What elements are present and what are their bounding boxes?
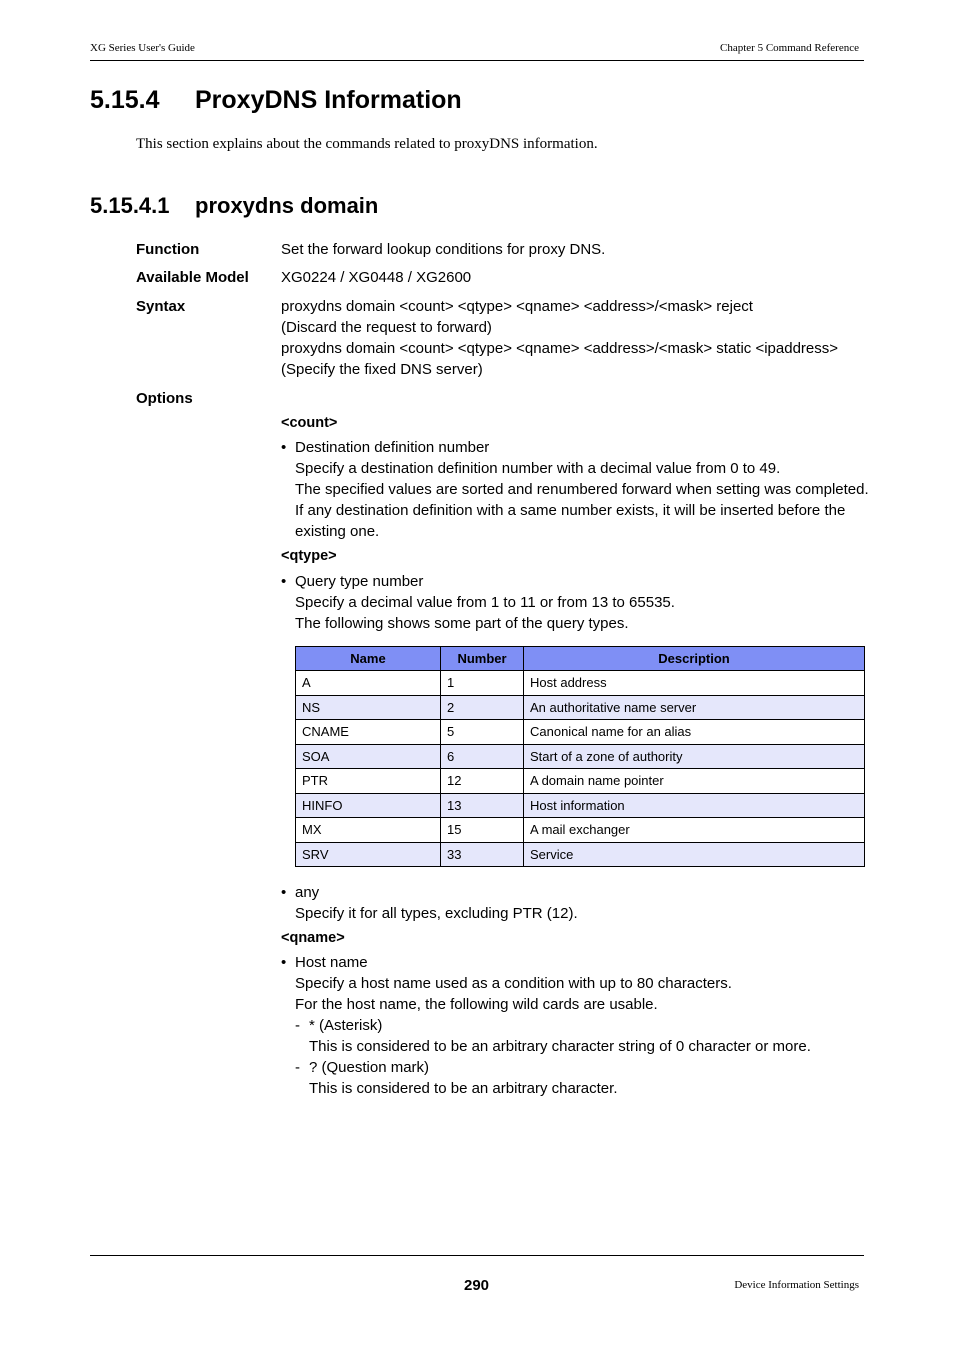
page-number: 290	[464, 1277, 490, 1294]
table-row	[296, 695, 865, 720]
table-cell-number: 5	[441, 720, 524, 745]
section-title: ProxyDNS Information	[195, 86, 462, 114]
bullet-icon: •	[281, 439, 287, 456]
wildcard-desc: This is considered to be an arbitrary character string of 0 character or more.	[309, 1038, 811, 1055]
table-cell-description: Start of a zone of authority	[524, 744, 865, 769]
qname-bullet-block	[281, 952, 871, 1015]
table-cell-description: A domain name pointer	[524, 769, 865, 794]
wildcard-name: ? (Question mark)	[309, 1059, 430, 1076]
table-cell-name: PTR	[296, 769, 441, 794]
count-line: Destination definition number	[295, 439, 490, 456]
count-line: The specified values are sorted and renumbered forward when setting was completed.	[295, 481, 869, 498]
table-cell-name: A	[296, 671, 441, 696]
qtype-line: The following shows some part of the query types.	[295, 615, 629, 632]
qtype-any-line: Specify it for all types, excluding PTR (12).	[295, 905, 578, 922]
table-header-name: Name	[296, 647, 441, 671]
table-cell-description: Canonical name for an alias	[524, 720, 865, 745]
available-model-text: XG0224 / XG0448 / XG2600	[281, 269, 472, 286]
wildcard-question-mark	[295, 1057, 617, 1099]
table-cell-number: 15	[441, 818, 524, 843]
syntax-line: (Discard the request to forward)	[281, 319, 492, 336]
table-row	[296, 818, 865, 843]
table-cell-number: 12	[441, 769, 524, 794]
qname-line: Specify a host name used as a condition with up to 80 characters.	[295, 975, 732, 992]
syntax-label: Syntax	[136, 298, 186, 315]
section-number: 5.15.4	[90, 86, 160, 114]
table-row	[296, 793, 865, 818]
table-header-description: Description	[524, 647, 865, 671]
subsection-title: proxydns domain	[195, 193, 379, 218]
table-cell-description: A mail exchanger	[524, 818, 865, 843]
qtype-heading: <qtype>	[281, 548, 337, 564]
table-row	[296, 671, 865, 696]
table-cell-number: 6	[441, 744, 524, 769]
table-header-row	[296, 647, 865, 671]
qtype-any-line: any	[295, 884, 320, 901]
qname-line: Host name	[295, 954, 368, 971]
qtype-line: Query type number	[295, 573, 424, 590]
table-row	[296, 842, 865, 867]
options-label: Options	[136, 390, 193, 407]
table-row	[296, 744, 865, 769]
bullet-icon: •	[281, 884, 287, 901]
count-line: existing one.	[295, 523, 380, 540]
table-cell-name: NS	[296, 695, 441, 720]
qtype-any-block	[281, 882, 871, 924]
table-header-number: Number	[441, 647, 524, 671]
subsection-number: 5.15.4.1	[90, 193, 170, 218]
table-cell-description: Host information	[524, 793, 865, 818]
table-cell-description: An authoritative name server	[524, 695, 865, 720]
table-cell-number: 1	[441, 671, 524, 696]
footer-divider	[90, 1255, 864, 1256]
wildcard-desc: This is considered to be an arbitrary character.	[309, 1080, 618, 1097]
footer-section-name: Device Information Settings	[734, 1279, 859, 1291]
table-cell-name: SRV	[296, 842, 441, 867]
syntax-line: (Specify the fixed DNS server)	[281, 361, 483, 378]
table-row	[296, 769, 865, 794]
table-cell-name: MX	[296, 818, 441, 843]
syntax-line: proxydns domain <count> <qtype> <qname> <address>/<mask> static <ipaddress>	[281, 340, 839, 357]
table-cell-name: HINFO	[296, 793, 441, 818]
table-cell-name: CNAME	[296, 720, 441, 745]
running-header-right: Chapter 5 Command Reference	[720, 42, 859, 54]
wildcard-name: * (Asterisk)	[309, 1017, 383, 1034]
table-cell-description: Service	[524, 842, 865, 867]
dash-marker: -	[295, 1017, 300, 1034]
bullet-icon: •	[281, 954, 287, 971]
qtype-line: Specify a decimal value from 1 to 11 or from 13 to 65535.	[295, 594, 675, 611]
count-heading: <count>	[281, 415, 338, 431]
count-bullet-block	[281, 437, 871, 542]
table-cell-number: 13	[441, 793, 524, 818]
syntax-line: proxydns domain <count> <qtype> <qname> <address>/<mask> reject	[281, 298, 753, 315]
table-cell-number: 2	[441, 695, 524, 720]
table-cell-name: SOA	[296, 744, 441, 769]
count-line: If any destination definition with a same number exists, it will be inserted before the	[295, 502, 846, 519]
syntax-block	[281, 296, 838, 380]
section-intro: This section explains about the commands related to proxyDNS information.	[136, 136, 598, 152]
wildcard-asterisk	[295, 1015, 811, 1057]
subsection-heading	[90, 193, 378, 219]
qname-line: For the host name, the following wild cards are usable.	[295, 996, 658, 1013]
section-heading	[90, 86, 462, 115]
qname-heading: <qname>	[281, 930, 345, 946]
table-row	[296, 720, 865, 745]
query-type-table	[295, 646, 865, 867]
available-model-label: Available Model	[136, 269, 249, 286]
header-divider	[90, 60, 864, 61]
table-cell-description: Host address	[524, 671, 865, 696]
dash-marker: -	[295, 1059, 300, 1076]
running-header-left: XG Series User's Guide	[90, 42, 195, 54]
bullet-icon: •	[281, 573, 287, 590]
count-line: Specify a destination definition number with a decimal value from 0 to 49.	[295, 460, 781, 477]
qtype-bullet-block	[281, 571, 871, 634]
table-cell-number: 33	[441, 842, 524, 867]
function-label: Function	[136, 241, 200, 258]
function-text: Set the forward lookup conditions for proxy DNS.	[281, 241, 606, 258]
